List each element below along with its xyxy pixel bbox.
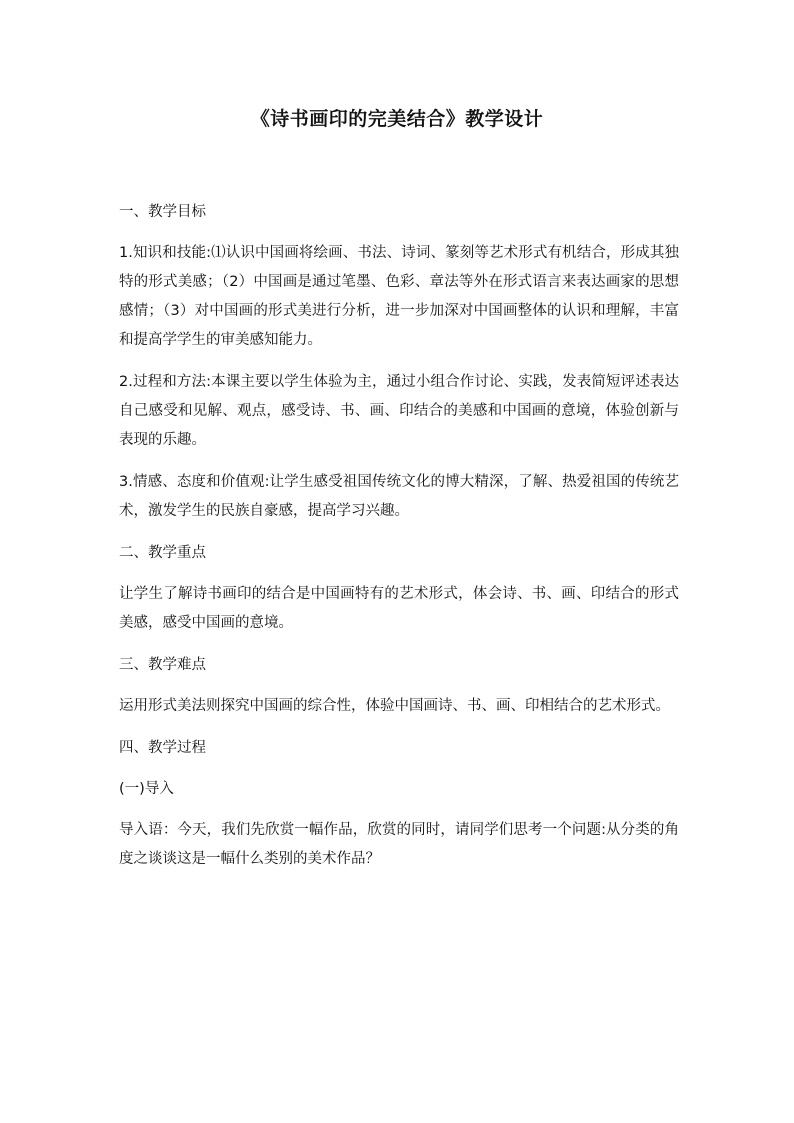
key-points-text: 让学生了解诗书画印的结合是中国画特有的艺术形式，体会诗、书、画、印结合的形式美感，感受中国画的意境。 xyxy=(119,586,679,631)
section-heading-key-points: 二、教学重点 xyxy=(119,545,206,561)
subsection-heading-intro: (一)导入 xyxy=(119,781,174,797)
section-heading-difficulties: 三、教学难点 xyxy=(119,657,206,673)
document-body xyxy=(119,198,679,887)
objective-emotion-values: 3.情感、态度和价值观:让学生感受祖国传统文化的博大精深，了解、热爱祖国的传统艺术，激发学生的民族自豪感，提高学习兴趣。 xyxy=(119,474,679,519)
section-heading-objectives: 一、教学目标 xyxy=(119,204,206,220)
objective-knowledge-skills: 1.知识和技能:⑴认识中国画将绘画、书法、诗词、篆刻等艺术形式有机结合，形成其独特的形式美感；（2）中国画是通过笔墨、色彩、章法等外在形式语言来表达画家的思想感情；（3）对中国画的形式美进行分析，进一步加深对中国画整体的认识和理解，丰富和提高学学生的审美感知能力。 xyxy=(119,245,679,348)
intro-text: 导入语：今天，我们先欣赏一幅作品，欣赏的同时，请同学们思考一个问题:从分类的角度之谈谈这是一幅什么类别的美术作品？ xyxy=(119,822,679,867)
document-title: 《诗书画印的完美结合》教学设计 xyxy=(250,108,544,130)
section-heading-process: 四、教学过程 xyxy=(119,740,206,756)
difficulties-text: 运用形式美法则探究中国画的综合性，体验中国画诗、书、画、印相结合的艺术形式。 xyxy=(119,698,670,714)
objective-process-methods: 2.过程和方法:本课主要以学生体验为主，通过小组合作讨论、实践，发表简短评述表达自己感受和见解、观点，感受诗、书、画、印结合的美感和中国画的意境，体验创新与表现的乐趣。 xyxy=(119,374,679,448)
